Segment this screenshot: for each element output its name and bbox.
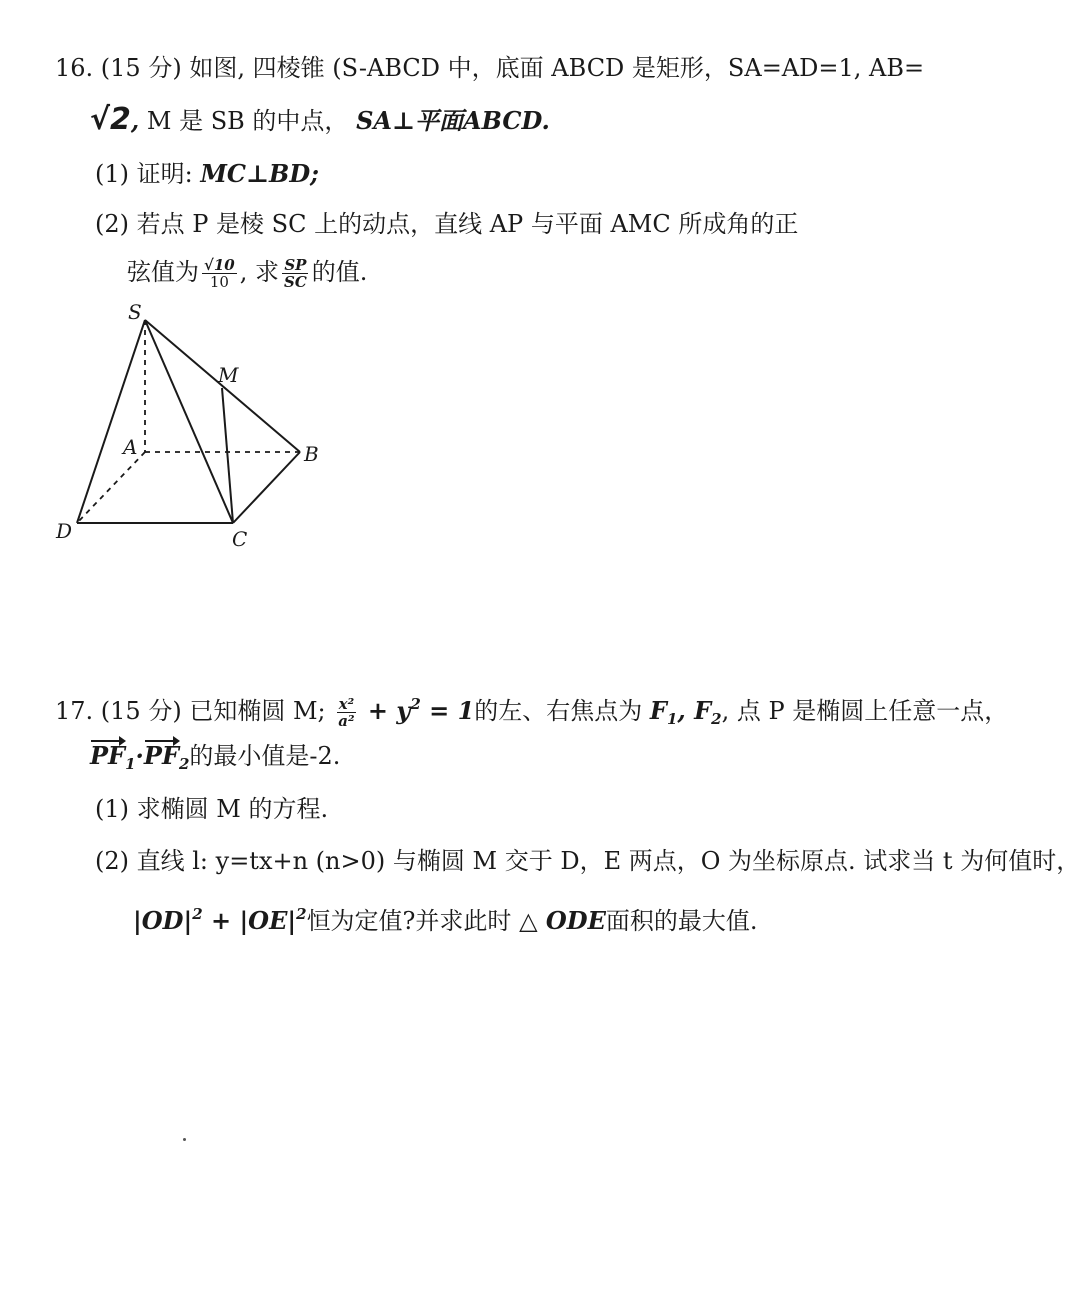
abs-oe-sup: 2 [296,905,307,923]
ellipse-eq-b: = 1 [420,696,475,725]
frac2-denominator: SC [284,273,307,291]
frac1-numerator: √10 [204,256,235,274]
fraction-x2-over-a2 [336,696,356,729]
q17-part1: (1) 求椭圆 M 的方程. [95,795,329,823]
label-s: S [128,300,142,324]
focus-f1: F [649,696,667,725]
stray-dot [183,1138,186,1141]
pyramid-figure [40,295,340,555]
vector-pf2: PF [143,741,179,770]
q16-part1-label: (1) 证明: [95,160,201,188]
q17-foci-text: 的左、右焦点为 [474,697,650,725]
foci-comma: , [677,696,695,725]
triangle-ode: △ ODE [519,906,606,935]
label-b: B [304,442,319,466]
edge-ad-hidden [77,452,145,523]
label-a: A [123,435,138,459]
q16-part2-text-a: 弦值为 [127,258,199,286]
q17-line2 [90,740,340,780]
q17-constant-text: 恒为定值?并求此时 [306,907,520,935]
edge-cb [233,452,300,523]
label-c: C [232,527,248,551]
q17-area-text: 面积的最大值. [605,907,758,935]
q17-point-text: , 点 P 是椭圆上任意一点， [721,697,1009,725]
vector-pf2-sub: 2 [178,755,190,773]
edge-sc [145,320,233,523]
q16-part2-text-c: 的值. [311,258,368,286]
q16-part1-math: MC⊥BD; [200,159,320,188]
q16-midpoint-text: M 是 SB 的中点， [139,107,349,135]
dot-product: · [135,741,144,770]
q16-part2-line2 [127,256,367,290]
plus-sign: + [202,906,240,935]
label-m: M [218,363,239,387]
frac1-denominator: 10 [209,273,229,291]
ellipse-eq-sup: 2 [410,695,421,713]
label-d: D [56,519,73,543]
focus-f1-sub: 1 [666,710,678,728]
focus-f2: F [694,696,712,725]
fraction-sp-over-sc [282,257,309,290]
q17-line1 [55,688,1008,735]
q16-perpendicular-statement: SA⊥平面ABCD. [356,106,550,135]
vector-pf1: PF [90,741,126,770]
q16-part2-line1: (2) 若点 P 是棱 SC 上的动点，直线 AP 与平面 AMC 所成角的正 [95,210,799,238]
q16-part2-text-b: , 求 [239,258,279,286]
abs-od-sup: 2 [192,905,203,923]
q17-min-value: 的最小值是-2. [189,742,341,770]
q16-part1 [95,158,319,190]
fraction-sqrt10-over-10 [202,257,237,290]
frac-x2: x² [338,695,355,713]
focus-f2-sub: 2 [711,710,722,728]
q17-intro: 17. (15 分) 已知椭圆 M; [55,697,334,725]
frac2-numerator: SP [284,256,307,274]
q17-part2-line2 [133,898,758,937]
abs-od: |OD| [133,906,193,935]
q17-part2-line1: (2) 直线 l: y=tx+n (n>0) 与椭圆 M 交于 D，E 两点，O 为坐标原点. 试求当 t 为何值时， [95,847,1080,875]
vector-pf1-sub: 1 [125,755,136,773]
q16-line1: 16. (15 分) 如图, 四棱锥 (S-ABCD 中，底面 ABCD 是矩形，SA=AD=1, AB= [55,54,925,82]
frac-a2: a² [338,712,355,730]
ellipse-eq-a: + y [359,696,411,725]
q16-line2: √2, M 是 SB 的中点， SA⊥平面ABCD. [90,102,550,137]
sqrt-two: √2 [90,102,131,137]
edge-sd [77,320,145,523]
abs-oe: |OE| [239,906,297,935]
